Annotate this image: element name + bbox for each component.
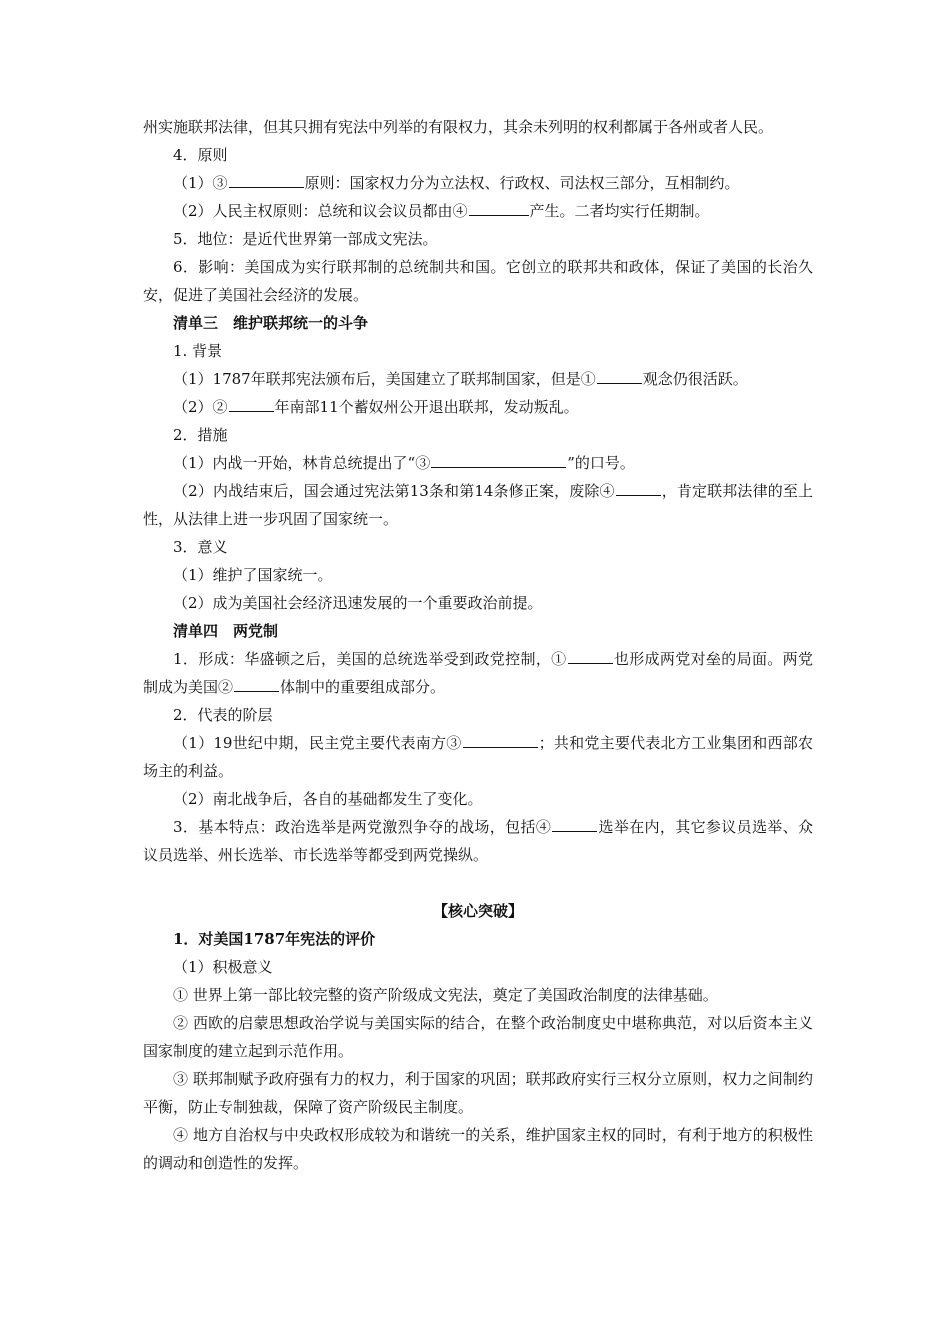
text: ”的口号。 [567,454,635,472]
text: （2）② [173,398,228,416]
paragraph [143,365,813,393]
fill-blank[interactable] [463,730,538,748]
fill-blank[interactable] [616,478,661,496]
fill-blank[interactable] [469,198,529,216]
paragraph: ③ 联邦制赋予政府强有力的权力，利于国家的巩固；联邦政府实行三权分立原则，权力之间制约平衡，防止专制独裁，保障了资产阶级民主制度。 [143,1070,813,1116]
spacer [143,869,813,897]
paragraph: （2）南北战争后，各自的基础都发生了变化。 [173,790,483,808]
fill-blank[interactable] [568,646,613,664]
fill-blank[interactable] [597,366,642,384]
text: 年南部11个蓄奴州公开退出联邦，发动叛乱。 [274,398,579,416]
heading-positive: （1）积极意义 [173,958,273,976]
paragraph [143,449,813,477]
paragraph [143,477,813,533]
paragraph: （1）维护了国家统一。 [173,566,333,584]
paragraph: 6．影响：美国成为实行联邦制的总统制共和国。它创立的联邦共和政体，保证了美国的长治久安，促进了美国社会经济的发展。 [143,258,813,304]
fill-blank[interactable] [552,814,597,832]
heading-background: 1. 背景 [173,342,223,360]
text: 1．形成：华盛顿之后，美国的总统选举受到政党控制，① [173,650,567,668]
paragraph [143,393,813,421]
paragraph [143,813,813,869]
text: （1）1787年联邦宪法颁布后，美国建立了联邦制国家，但是① [173,370,596,388]
fill-blank[interactable] [234,674,279,692]
paragraph [143,729,813,785]
paragraph: ④ 地方自治权与中央政权形成较为和谐统一的关系，维护国家主权的同时，有利于地方的积极性的调动和创造性的发挥。 [143,1126,813,1172]
text: 也形成两党对垒的局面。两党制成为美国② [143,650,813,696]
document-page [143,113,813,1177]
text: 体制中的重要组成部分。 [280,678,446,696]
text: 产生。二者均实行任期制。 [529,202,710,220]
text: 原则：国家权力分为立法权、行政权、司法权三部分，互相制约。 [304,174,740,192]
text: ，肯定联邦法律的至上性，从法律上进一步巩固了国家统一。 [143,482,813,528]
fill-blank[interactable] [229,170,304,188]
fill-blank[interactable] [229,394,274,412]
paragraph: ② 西欧的启蒙思想政治学说与美国实际的结合，在整个政治制度史中堪称典范，对以后资本主义国家制度的建立起到示范作用。 [143,1014,813,1060]
paragraph [143,645,813,701]
text: 选举在内，其它参议员选举、众议员选举、州长选举、市长选举等都受到两党操纵。 [143,818,813,864]
text: ；共和党主要代表北方工业集团和西部农场主的利益。 [143,734,813,780]
section-heading-3: 清单三 维护联邦统一的斗争 [173,314,369,332]
text: 观念仍很活跃。 [642,370,748,388]
core-heading: 【核心突破】 [432,902,523,920]
text: （1）内战一开始，林肯总统提出了“③ [173,454,431,472]
heading-principle: 4．原则 [173,146,228,164]
text: （1）③ [173,174,228,192]
core-subheading: 1．对美国1787年宪法的评价 [173,930,376,948]
paragraph [143,169,813,197]
text: （1）19世纪中期，民主党主要代表南方③ [173,734,462,752]
heading-measures: 2．措施 [173,426,228,444]
paragraph: （2）成为美国社会经济迅速发展的一个重要政治前提。 [173,594,543,612]
heading-classes: 2．代表的阶层 [173,706,273,724]
text: （2）内战结束后，国会通过宪法第13条和第14条修正案，废除④ [173,482,615,500]
paragraph: 州实施联邦法律，但其只拥有宪法中列举的有限权力，其余未列明的权利都属于各州或者人民。 [143,118,774,136]
fill-blank[interactable] [431,450,566,468]
text: 3．基本特点：政治选举是两党激烈争夺的战场，包括④ [173,818,552,836]
paragraph: 5．地位：是近代世界第一部成文宪法。 [173,230,438,248]
section-heading-4: 清单四 两党制 [173,622,279,640]
text: （2）人民主权原则：总统和议会议员都由④ [173,202,468,220]
heading-significance: 3．意义 [173,538,228,556]
paragraph: ① 世界上第一部比较完整的资产阶级成文宪法，奠定了美国政治制度的法律基础。 [173,986,718,1004]
paragraph [143,197,813,225]
